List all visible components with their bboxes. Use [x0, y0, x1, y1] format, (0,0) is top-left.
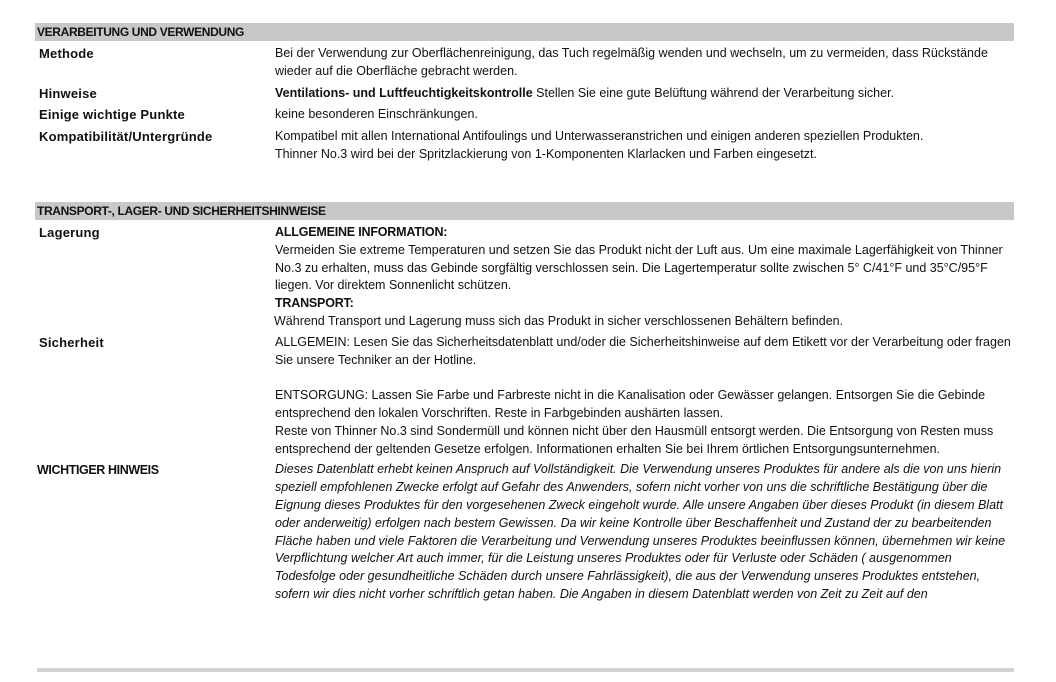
method-label: Methode: [39, 46, 94, 61]
processing-section: [35, 23, 1014, 164]
storage-text: [275, 224, 1014, 331]
safety-label: Sicherheit: [39, 334, 104, 350]
notes-label: Hinweise: [39, 85, 97, 101]
safety-residues: Reste von Thinner No.3 sind Sondermüll und können nicht über den Hausmüll entsorgt werden. Die Entsorgung von Resten muss entsprechend der geltenden Gesetze erfolgen. Informationen erhalten Sie bei Ihrem örtlichen Entsorgungsunternehmen.: [275, 423, 994, 456]
method-row: [35, 45, 1014, 81]
storage-row: [35, 224, 1014, 331]
safety-text: [275, 334, 1014, 459]
storage-general-text: Vermeiden Sie extreme Temperaturen und setzen Sie das Produkt nicht der Luft aus. Um eine maximale Lagerfähigkeit von Thinner No.3 zu erhalten, muss das Gebinde sorgfältig verschlossen sein. Die Lagertemperatur sollte zwischen 5° C/41°F und 35°C/95°F liegen. Vor direktem Sonnenlicht schützen.: [275, 242, 1003, 293]
notice-text: Dieses Datenblatt erhebt keinen Anspruch auf Vollständigkeit. Die Verwendung unseres Produktes für andere als die von uns hierin speziell empfohlenen Zwecke erfolgt auf Gefahr des Anwenders, sofern nicht vorher von uns die schriftliche Bestätigung über die Eignung dieses Produktes für den vorgesehenen Zweck eingeholt wurde. Alle unsere Angaben über dieses Produkt (in diesem Blatt oder anderweitig) erfolgen nach bestem Gewissen. Da wir keine Kontrolle über Beschaffenheit und Zustand der zu bearbeitenden Fläche haben und viele Faktoren die Verarbeitung und Verwendung unseres Produktes beeinflussen können, übernehmen wir keine Verpflichtung welcher Art auch immer, für die Leistung unseres Produktes oder für Verluste oder Schäden ( ausgenommen Todesfolge oder gesundheitliche Schäden durch unsere Fahrlässigkeit), die aus der Verwendung unseres Produktes entstehen, sofern wir dies nicht vorher schriftlich getan haben. Die Angaben in diesem Datenblatt werden von Zeit zu Zeit auf den: [275, 462, 1006, 601]
compatibility-row: [35, 128, 1014, 164]
compatibility-line-2: Thinner No.3 wird bei der Spritzlackierung von 1-Komponenten Klarlacken und Farben eingesetzt.: [275, 146, 817, 161]
compatibility-label: Kompatibilität/Untergründe: [39, 129, 213, 145]
notes-row: [35, 85, 1014, 103]
storage-general-heading: ALLGEMEINE INFORMATION:: [275, 225, 448, 239]
safety-disposal: ENTSORGUNG: Lassen Sie Farbe und Farbreste nicht in die Kanalisation oder Gewässer gelangen. Entsorgen Sie die Gebinde entsprechend den lokalen Vorschriften. Reste in Farbgebinden aushärten lassen.: [275, 388, 986, 420]
method-text: Bei der Verwendung zur Oberflächenreinigung, das Tuch regelmäßig wenden und wechseln, um zu vermeiden, dass Rückstände wieder auf die Oberfläche gebracht werden.: [275, 46, 988, 78]
processing-header: VERARBEITUNG UND VERWENDUNG: [35, 23, 1014, 41]
storage-transport-heading: TRANSPORT:: [275, 296, 354, 311]
notice-row: [35, 461, 1014, 603]
important-label: Einige wichtige Punkte: [39, 107, 185, 123]
notes-rest: Stellen Sie eine gute Belüftung während der Verarbeitung sicher.: [532, 85, 895, 100]
compatibility-text: [275, 128, 1014, 164]
compatibility-line-1: Kompatibel mit allen International Antifoulings und Unterwasseranstrichen und einigen anderen speziellen Produkten.: [275, 129, 924, 144]
transport-header: TRANSPORT-, LAGER- UND SICHERHEITSHINWEISE: [35, 202, 1014, 220]
notes-text: [275, 85, 1014, 103]
storage-label: Lagerung: [39, 225, 100, 240]
transport-section: [35, 202, 1014, 604]
bottom-divider: [37, 668, 1014, 672]
safety-spacer: [275, 369, 1014, 387]
safety-row: [35, 334, 1014, 459]
notice-label: WICHTIGER HINWEIS: [37, 463, 159, 478]
important-text: keine besonderen Einschränkungen.: [275, 107, 478, 122]
important-row: [35, 106, 1014, 124]
safety-general: ALLGEMEIN: Lesen Sie das Sicherheitsdatenblatt und/oder die Sicherheitshinweise auf dem Etikett vor der Verarbeitung oder fragen Sie unsere Techniker an der Hotline.: [275, 334, 1011, 367]
notes-bold: Ventilations- und Luftfeuchtigkeitskontrolle: [275, 85, 533, 100]
storage-transport-text: Während Transport und Lagerung muss sich das Produkt in sicher verschlossenen Behältern befinden.: [274, 313, 844, 328]
